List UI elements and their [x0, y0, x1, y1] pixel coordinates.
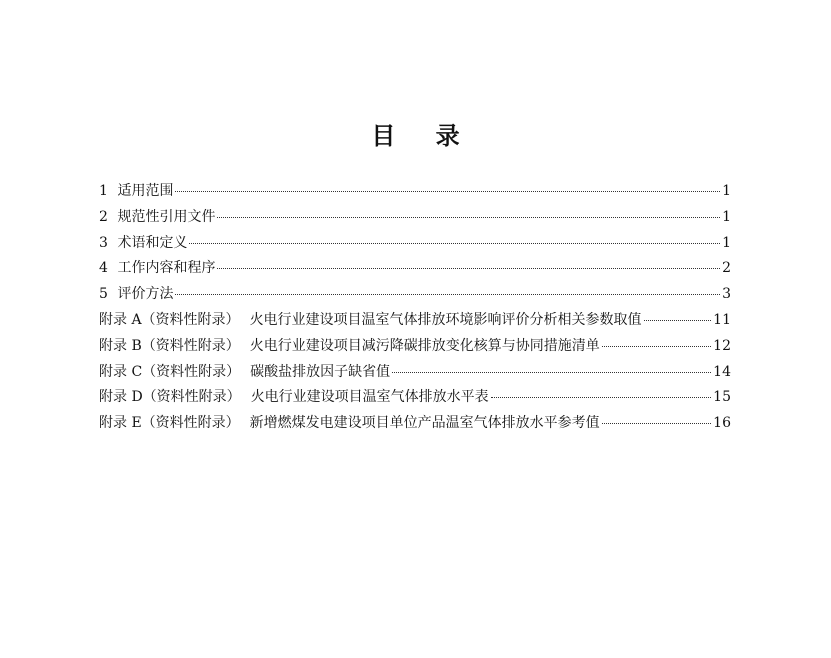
dot-leader [175, 191, 720, 192]
toc-entry-label [99, 232, 187, 252]
toc-entry-label [99, 386, 489, 406]
toc-entry-text: 工作内容和程序 [117, 260, 216, 277]
toc-entry-label [99, 361, 390, 381]
appendix-prefix: 附录 E（资料性附录） [99, 415, 240, 432]
toc-entry-page: 11 [713, 311, 731, 328]
toc-entry-label [99, 283, 173, 303]
toc-entry-number: 5 [99, 286, 108, 303]
toc-entry-page: 2 [722, 260, 731, 277]
toc-entry-page: 16 [713, 415, 731, 432]
toc-entry[interactable] [99, 257, 731, 283]
toc-entry-label [99, 412, 600, 432]
toc-entry-page: 14 [713, 363, 731, 380]
toc-entry-text: 评价方法 [117, 286, 174, 303]
toc-entry-page: 1 [722, 234, 731, 251]
toc-entry-text: 规范性引用文件 [117, 208, 216, 225]
toc-entry-label [99, 335, 600, 355]
toc-entry-text: 火电行业建设项目温室气体排放水平表 [250, 389, 489, 406]
toc-appendix-entry[interactable] [99, 412, 731, 438]
appendix-prefix: 附录 B（资料性附录） [99, 337, 240, 354]
toc-entry-number: 4 [99, 260, 108, 277]
toc-entry-number: 1 [99, 183, 108, 199]
toc-entry-number: 3 [99, 234, 108, 251]
dot-leader [392, 372, 711, 373]
toc-entry-text: 火电行业建设项目温室气体排放环境影响评价分析相关参数取值 [249, 311, 642, 328]
dot-leader [217, 268, 720, 269]
toc-entry-text: 火电行业建设项目减污降碳排放变化核算与协同措施清单 [249, 337, 600, 354]
dot-leader [602, 423, 712, 424]
toc-entry[interactable] [99, 232, 731, 258]
appendix-prefix: 附录 A（资料性附录） [99, 311, 240, 328]
toc-entry-page: 1 [722, 183, 731, 199]
toc-entry-page: 1 [722, 208, 731, 225]
toc-appendix-entry[interactable] [99, 309, 731, 335]
toc-title: 目 录 [371, 122, 476, 150]
toc-entry-label [99, 206, 215, 226]
toc-entry-label [99, 257, 215, 277]
dot-leader [644, 320, 712, 321]
toc-entry-number: 2 [99, 208, 108, 225]
dot-leader [175, 294, 720, 295]
toc-entry-label [99, 180, 173, 200]
toc-entry[interactable] [99, 206, 731, 232]
toc-appendix-entry[interactable] [99, 361, 731, 387]
dot-leader [217, 217, 720, 218]
toc-appendix-entry[interactable] [99, 386, 731, 412]
toc-entry[interactable] [99, 283, 731, 309]
appendix-prefix: 附录 C（资料性附录） [99, 363, 241, 380]
toc-appendix-entry[interactable] [99, 335, 731, 361]
toc-entry-text: 术语和定义 [117, 234, 188, 251]
dot-leader [602, 346, 711, 347]
dot-leader [189, 243, 720, 244]
toc-entry-text: 适用范围 [117, 183, 174, 199]
toc-entry-text: 碳酸盐排放因子缺省值 [250, 363, 391, 380]
toc-entry-label [99, 309, 642, 329]
toc-entry-page: 3 [722, 286, 731, 303]
toc-list [99, 180, 731, 438]
dot-leader [491, 397, 711, 398]
appendix-prefix: 附录 D（资料性附录） [99, 389, 241, 406]
toc-entry-text: 新增燃煤发电建设项目单位产品温室气体排放水平参考值 [249, 415, 600, 432]
toc-entry-page: 15 [713, 389, 731, 406]
toc-entry[interactable] [99, 180, 731, 206]
toc-entry-page: 12 [713, 337, 731, 354]
